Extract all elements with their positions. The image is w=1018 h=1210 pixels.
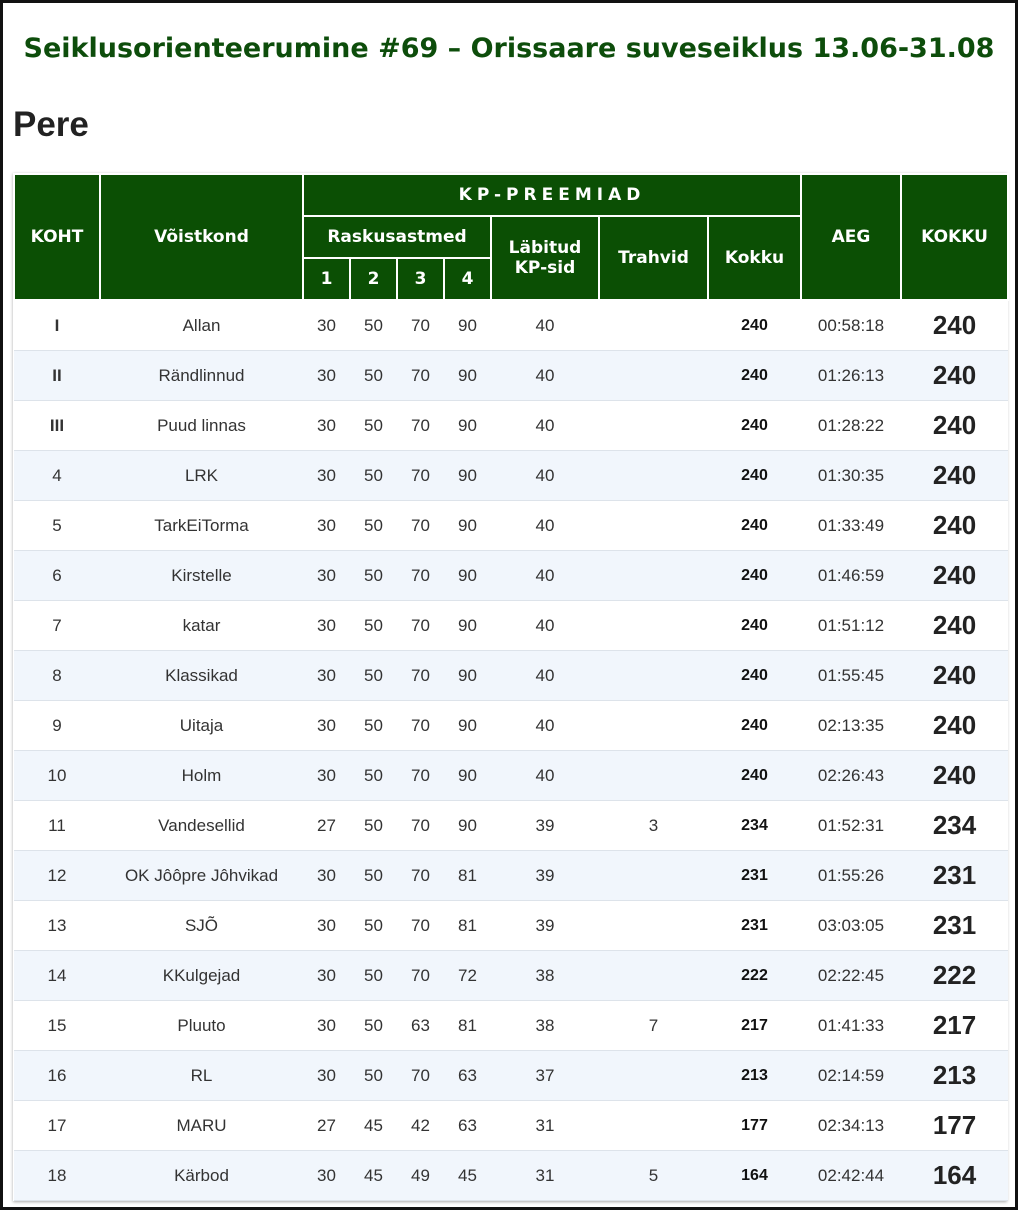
cell-level-3: 63: [397, 1001, 444, 1051]
cell-level-3: 70: [397, 501, 444, 551]
cell-penalty: [599, 351, 708, 401]
cell-level-3: 70: [397, 951, 444, 1001]
cell-team: MARU: [100, 1101, 303, 1151]
cell-time: 02:13:35: [801, 701, 901, 751]
cell-kp-total: 234: [708, 801, 801, 851]
cell-team: Holm: [100, 751, 303, 801]
cell-level-4: 81: [444, 1001, 491, 1051]
cell-time: 02:14:59: [801, 1051, 901, 1101]
cell-level-2: 50: [350, 1051, 397, 1101]
cell-penalty: [599, 601, 708, 651]
cell-total: 240: [901, 401, 1008, 451]
header-level-4: 4: [444, 258, 491, 300]
cell-time: 02:42:44: [801, 1151, 901, 1201]
cell-level-1: 27: [303, 1101, 350, 1151]
cell-place: 15: [14, 1001, 100, 1051]
cell-kp-total: 231: [708, 901, 801, 951]
cell-place: 11: [14, 801, 100, 851]
cell-level-3: 70: [397, 701, 444, 751]
cell-total: 240: [901, 451, 1008, 501]
table-row: [14, 551, 1008, 601]
cell-passed-kp: 40: [491, 601, 599, 651]
header-level-3: 3: [397, 258, 444, 300]
cell-level-1: 30: [303, 901, 350, 951]
cell-total: 240: [901, 701, 1008, 751]
cell-level-2: 50: [350, 901, 397, 951]
cell-place: 17: [14, 1101, 100, 1151]
cell-level-1: 30: [303, 851, 350, 901]
cell-passed-kp: 40: [491, 451, 599, 501]
header-voistkond: Võistkond: [100, 174, 303, 300]
header-raskusastmed: Raskusastmed: [303, 216, 491, 258]
cell-level-3: 70: [397, 551, 444, 601]
cell-level-4: 81: [444, 901, 491, 951]
cell-level-1: 30: [303, 501, 350, 551]
cell-level-4: 45: [444, 1151, 491, 1201]
header-level-1: 1: [303, 258, 350, 300]
cell-total: 234: [901, 801, 1008, 851]
cell-level-1: 27: [303, 801, 350, 851]
cell-level-4: 90: [444, 651, 491, 701]
cell-penalty: 3: [599, 801, 708, 851]
cell-level-4: 90: [444, 451, 491, 501]
table-row: [14, 851, 1008, 901]
cell-passed-kp: 40: [491, 501, 599, 551]
cell-time: 01:55:26: [801, 851, 901, 901]
cell-total: 217: [901, 1001, 1008, 1051]
cell-total: 240: [901, 300, 1008, 351]
cell-penalty: [599, 701, 708, 751]
cell-level-4: 90: [444, 401, 491, 451]
cell-team: katar: [100, 601, 303, 651]
header-kokku: Kokku: [708, 216, 801, 300]
cell-kp-total: 177: [708, 1101, 801, 1151]
cell-kp-total: 240: [708, 300, 801, 351]
cell-passed-kp: 37: [491, 1051, 599, 1101]
cell-time: 01:52:31: [801, 801, 901, 851]
header-level-2: 2: [350, 258, 397, 300]
cell-total: 240: [901, 551, 1008, 601]
table-row: [14, 751, 1008, 801]
cell-place: 16: [14, 1051, 100, 1101]
cell-team: Kirstelle: [100, 551, 303, 601]
cell-passed-kp: 40: [491, 551, 599, 601]
cell-place: 7: [14, 601, 100, 651]
cell-level-4: 90: [444, 351, 491, 401]
cell-time: 03:03:05: [801, 901, 901, 951]
cell-penalty: [599, 851, 708, 901]
cell-penalty: [599, 951, 708, 1001]
cell-total: 240: [901, 651, 1008, 701]
cell-total: 231: [901, 851, 1008, 901]
cell-level-3: 70: [397, 401, 444, 451]
cell-penalty: [599, 551, 708, 601]
cell-level-4: 63: [444, 1051, 491, 1101]
cell-kp-total: 240: [708, 651, 801, 701]
cell-passed-kp: 39: [491, 851, 599, 901]
cell-level-1: 30: [303, 401, 350, 451]
cell-passed-kp: 31: [491, 1151, 599, 1201]
cell-team: Rändlinnud: [100, 351, 303, 401]
cell-kp-total: 217: [708, 1001, 801, 1051]
cell-time: 02:26:43: [801, 751, 901, 801]
header-trahvid: Trahvid: [599, 216, 708, 300]
cell-time: 01:26:13: [801, 351, 901, 401]
table-row: [14, 601, 1008, 651]
table-row: [14, 401, 1008, 451]
cell-kp-total: 240: [708, 551, 801, 601]
cell-passed-kp: 40: [491, 401, 599, 451]
cell-place: 6: [14, 551, 100, 601]
cell-level-3: 70: [397, 901, 444, 951]
cell-kp-total: 213: [708, 1051, 801, 1101]
table-row: [14, 351, 1008, 401]
cell-team: Kärbod: [100, 1151, 303, 1201]
cell-time: 02:34:13: [801, 1101, 901, 1151]
cell-place: 8: [14, 651, 100, 701]
cell-penalty: [599, 501, 708, 551]
cell-level-2: 50: [350, 851, 397, 901]
header-kokku-total: KOKKU: [901, 174, 1008, 300]
cell-total: 222: [901, 951, 1008, 1001]
cell-penalty: [599, 401, 708, 451]
cell-kp-total: 164: [708, 1151, 801, 1201]
cell-team: KKulgejad: [100, 951, 303, 1001]
cell-penalty: [599, 451, 708, 501]
header-labitud: Läbitud KP-sid: [491, 216, 599, 300]
cell-level-3: 70: [397, 451, 444, 501]
cell-passed-kp: 38: [491, 1001, 599, 1051]
section-heading: Pere: [13, 105, 89, 144]
cell-team: Pluuto: [100, 1001, 303, 1051]
cell-passed-kp: 40: [491, 351, 599, 401]
cell-time: 01:28:22: [801, 401, 901, 451]
results-body: [14, 300, 1008, 1201]
cell-level-4: 90: [444, 300, 491, 351]
results-table: [13, 173, 1009, 1201]
cell-team: OK Jôôpre Jôhvikad: [100, 851, 303, 901]
cell-passed-kp: 31: [491, 1101, 599, 1151]
cell-level-1: 30: [303, 351, 350, 401]
cell-passed-kp: 40: [491, 751, 599, 801]
cell-level-3: 70: [397, 1051, 444, 1101]
cell-team: Puud linnas: [100, 401, 303, 451]
cell-team: Uitaja: [100, 701, 303, 751]
cell-place: 18: [14, 1151, 100, 1201]
cell-level-2: 50: [350, 401, 397, 451]
cell-level-1: 30: [303, 1001, 350, 1051]
cell-time: 02:22:45: [801, 951, 901, 1001]
cell-level-2: 50: [350, 801, 397, 851]
cell-kp-total: 240: [708, 601, 801, 651]
cell-kp-total: 240: [708, 751, 801, 801]
cell-total: 240: [901, 501, 1008, 551]
cell-place: 14: [14, 951, 100, 1001]
header-aeg: AEG: [801, 174, 901, 300]
cell-passed-kp: 40: [491, 300, 599, 351]
cell-place: 12: [14, 851, 100, 901]
cell-level-3: 70: [397, 651, 444, 701]
cell-level-2: 45: [350, 1151, 397, 1201]
cell-level-1: 30: [303, 1151, 350, 1201]
cell-total: 240: [901, 751, 1008, 801]
cell-level-2: 50: [350, 701, 397, 751]
cell-level-4: 90: [444, 801, 491, 851]
cell-time: 01:30:35: [801, 451, 901, 501]
cell-team: LRK: [100, 451, 303, 501]
cell-place: 4: [14, 451, 100, 501]
cell-place: 9: [14, 701, 100, 751]
cell-level-1: 30: [303, 451, 350, 501]
cell-level-1: 30: [303, 651, 350, 701]
cell-place: II: [14, 351, 100, 401]
cell-level-1: 30: [303, 1051, 350, 1101]
cell-place: III: [14, 401, 100, 451]
cell-level-1: 30: [303, 701, 350, 751]
cell-level-1: 30: [303, 951, 350, 1001]
cell-level-1: 30: [303, 601, 350, 651]
cell-total: 240: [901, 351, 1008, 401]
cell-total: 231: [901, 901, 1008, 951]
cell-place: I: [14, 300, 100, 351]
cell-level-4: 81: [444, 851, 491, 901]
cell-level-4: 90: [444, 601, 491, 651]
cell-total: 240: [901, 601, 1008, 651]
cell-level-1: 30: [303, 551, 350, 601]
cell-penalty: [599, 651, 708, 701]
cell-team: RL: [100, 1051, 303, 1101]
cell-passed-kp: 39: [491, 901, 599, 951]
cell-passed-kp: 40: [491, 701, 599, 751]
cell-penalty: [599, 901, 708, 951]
cell-penalty: [599, 751, 708, 801]
cell-level-4: 90: [444, 751, 491, 801]
cell-level-1: 30: [303, 751, 350, 801]
cell-penalty: 5: [599, 1151, 708, 1201]
cell-place: 13: [14, 901, 100, 951]
cell-total: 164: [901, 1151, 1008, 1201]
cell-level-4: 63: [444, 1101, 491, 1151]
table-row: [14, 951, 1008, 1001]
cell-penalty: [599, 300, 708, 351]
cell-level-4: 90: [444, 551, 491, 601]
cell-level-1: 30: [303, 300, 350, 351]
cell-kp-total: 240: [708, 401, 801, 451]
cell-time: 01:46:59: [801, 551, 901, 601]
table-row: [14, 501, 1008, 551]
cell-team: Klassikad: [100, 651, 303, 701]
cell-team: TarkEiTorma: [100, 501, 303, 551]
cell-penalty: 7: [599, 1001, 708, 1051]
cell-level-2: 50: [350, 951, 397, 1001]
cell-kp-total: 240: [708, 501, 801, 551]
table-row: [14, 451, 1008, 501]
cell-time: 01:55:45: [801, 651, 901, 701]
cell-penalty: [599, 1101, 708, 1151]
cell-level-2: 50: [350, 351, 397, 401]
cell-passed-kp: 38: [491, 951, 599, 1001]
cell-level-2: 50: [350, 601, 397, 651]
cell-level-2: 50: [350, 751, 397, 801]
cell-team: Allan: [100, 300, 303, 351]
page-title: Seiklusorienteerumine #69 – Orissaare suveseiklus 13.06-31.08: [23, 33, 995, 64]
cell-level-3: 70: [397, 300, 444, 351]
cell-level-2: 50: [350, 551, 397, 601]
cell-place: 10: [14, 751, 100, 801]
cell-level-2: 45: [350, 1101, 397, 1151]
table-row: [14, 1151, 1008, 1201]
table-row: [14, 1001, 1008, 1051]
table-row: [14, 701, 1008, 751]
table-row: [14, 1051, 1008, 1101]
cell-level-4: 72: [444, 951, 491, 1001]
cell-time: 01:51:12: [801, 601, 901, 651]
cell-total: 213: [901, 1051, 1008, 1101]
table-row: [14, 801, 1008, 851]
cell-time: 01:41:33: [801, 1001, 901, 1051]
cell-level-4: 90: [444, 701, 491, 751]
cell-level-3: 70: [397, 601, 444, 651]
cell-kp-total: 240: [708, 701, 801, 751]
cell-level-3: 42: [397, 1101, 444, 1151]
results-table-wrapper: [13, 173, 1007, 1201]
cell-time: 01:33:49: [801, 501, 901, 551]
cell-total: 177: [901, 1101, 1008, 1151]
table-row: [14, 1101, 1008, 1151]
cell-team: Vandesellid: [100, 801, 303, 851]
cell-time: 00:58:18: [801, 300, 901, 351]
cell-team: SJÕ: [100, 901, 303, 951]
cell-kp-total: 240: [708, 451, 801, 501]
cell-level-3: 49: [397, 1151, 444, 1201]
header-koht: KOHT: [14, 174, 100, 300]
cell-level-3: 70: [397, 851, 444, 901]
cell-passed-kp: 40: [491, 651, 599, 701]
cell-level-3: 70: [397, 801, 444, 851]
header-kp-preemiad: KP-PREEMIAD: [303, 174, 801, 216]
cell-level-2: 50: [350, 451, 397, 501]
cell-level-2: 50: [350, 300, 397, 351]
cell-kp-total: 231: [708, 851, 801, 901]
cell-penalty: [599, 1051, 708, 1101]
cell-kp-total: 240: [708, 351, 801, 401]
cell-passed-kp: 39: [491, 801, 599, 851]
cell-level-4: 90: [444, 501, 491, 551]
table-row: [14, 300, 1008, 351]
cell-place: 5: [14, 501, 100, 551]
cell-level-3: 70: [397, 351, 444, 401]
cell-kp-total: 222: [708, 951, 801, 1001]
table-row: [14, 651, 1008, 701]
table-row: [14, 901, 1008, 951]
cell-level-2: 50: [350, 651, 397, 701]
cell-level-2: 50: [350, 501, 397, 551]
cell-level-2: 50: [350, 1001, 397, 1051]
cell-level-3: 70: [397, 751, 444, 801]
